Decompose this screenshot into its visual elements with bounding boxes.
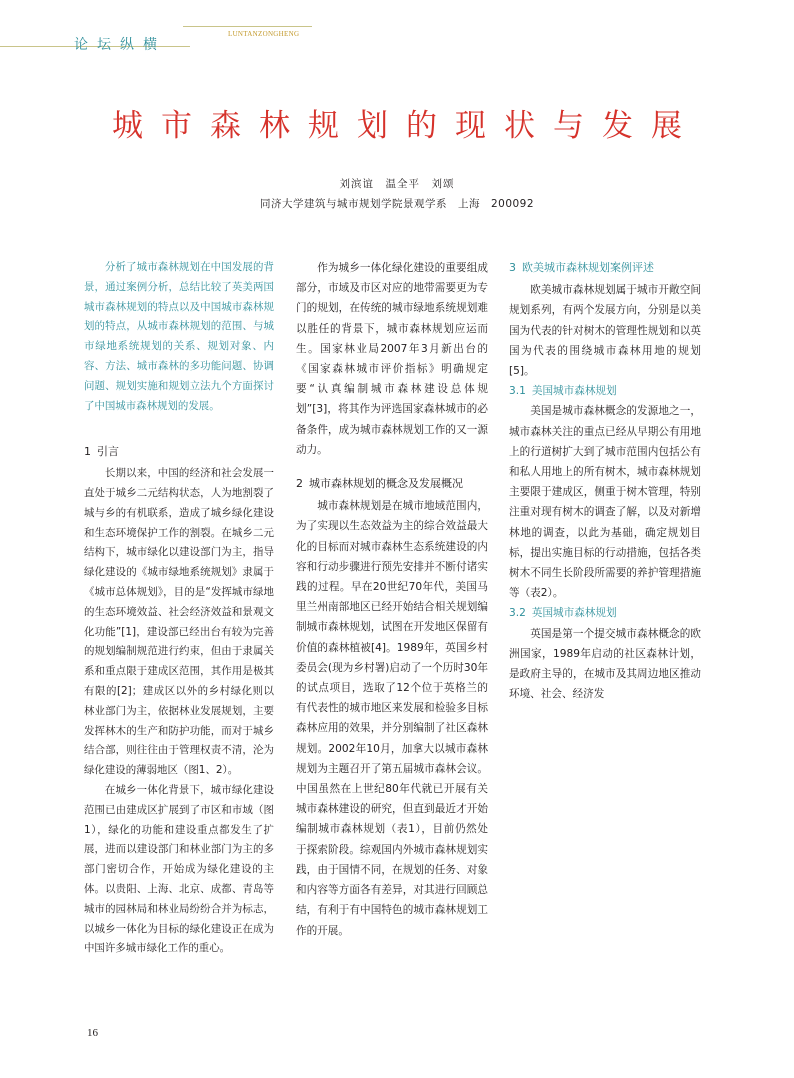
paragraph: 英国是第一个提交城市森林概念的欧洲国家，1989年启动的社区森林计划，是政府主导的，在城市及其周边地区推动环境、社会、经济发 [509,627,701,701]
paragraph: 在城乡一体化背景下，城市绿化建设范围已由建成区扩展到了市区和市域（图1），绿化的功能和建设重点都发生了扩展，进而以建设部门和林业部门为主的多部门密切合作，开始成为绿化建设的主体。以贵阳、上海、北京、成都、青岛等城市的园林局和林业局纷纷合并为标志，以城乡一体化为目标的绿化建设正在成为中国许多城市绿化工作的重心。 [84,783,274,955]
section-heading-2: 2 城市森林规划的概念及发展概况 [296,477,463,491]
text-column-2 [296,258,488,941]
page-number: 16 [87,1027,98,1039]
article-title: 城市森林规划的现状与发展 [112,108,700,144]
subsection-heading-3-1: 3.1 美国城市森林规划 [509,385,617,398]
paragraph: 美国是城市森林概念的发源地之一，城市森林关注的重点已经从早期公有用地上的行道树扩大到了城市范围内包括公有和私人用地上的所有树木，城市森林规划主要限于建成区，侧重于树木管理，特别注重对现有树木的调查了解，以及对新增林地的调查，以此为基础，确定规划目标，提出实施目标的行动措施，包括各类树木不同生长阶段所需要的养护管理措施等（表2）。 [509,405,701,600]
paragraph: 长期以来，中国的经济和社会发展一直处于城乡二元结构状态，人为地割裂了城与乡的有机联系，造成了城乡绿化建设和生态环境保护工作的割裂。在城乡二元结构下，城市绿化以建设部门为主，指导绿化建设的《城市绿地系统规划》隶属于《城市总体规划》，目的是“发挥城市绿地的生态环境效益、社会经济效益和景观文化功能”[1]，建设部已经出台有较为完善的规划编制规范进行约束，但由于隶属关系和重点限于建成区范围，其作用是极其有限的[2]；建成区以外的乡村绿化则以林业部门为主，依据林业发展规划，主要发挥林木的生产和防护功能，而对于城乡结合部，则往往由于管理权责不清，沦为绿化建设的薄弱地区（图1、2）。 [84,467,274,777]
paragraph: 欧美城市森林规划属于城市开敞空间规划系列，有两个发展方向，分别是以美国为代表的针对树木的管理性规划和以英国为代表的围绕城市森林用地的规划[5]。 [509,284,701,378]
section-heading-3: 3 欧美城市森林规划案例评述 [509,261,654,274]
text-column-3 [509,258,701,704]
section-heading-1: 1 引言 [84,445,119,459]
abstract: 分析了城市森林规划在中国发展的背景，通过案例分析，总结比较了英美两国城市森林规划的特点以及中国城市森林规划的特点，从城市森林规划的范围、与城市绿地系统规划的关系、规划对象、内容、方法、城市森林的多功能问题、协调问题、规划实施和规划立法九个方面探讨了中国城市森林规划的发展。 [84,261,274,412]
text-column-1 [84,258,274,959]
subsection-heading-3-2: 3.2 英国城市森林规划 [509,607,617,620]
journal-section-pinyin: LUNTANZONGHENG [228,30,300,38]
author-affiliation: 同济大学建筑与城市规划学院景观学系 上海 200092 [259,198,535,210]
paragraph: 作为城乡一体化绿化建设的重要组成部分，市域及市区对应的地带需要更为专门的规划，在传统的城市绿地系统规划难以胜任的背景下，城市森林规划应运而生。国家林业局2007年3月新出台的《国家森林城市评价指标》明确规定要“认真编制城市森林建设总体规划”[3]，将其作为评选国家森林城市的必备条件，成为城市森林规划工作的又一源动力。 [296,262,488,456]
paragraph: 城市森林规划是在城市地域范围内，为了实现以生态效益为主的综合效益最大化的目标而对城市森林生态系统建设的内容和行动步骤进行预先安排并不断付诸实践的过程。早在20世纪70年代，美国马里兰州南部地区已经开始结合相关规划编制城市森林规划，试图在开发地区保留有价值的森林植被[4]。1989年，英国乡村委员会(现为乡村署)启动了一个历时30年的试点项目，选取了12个位于英格兰的有代表性的城市地区来发展和检验多目标森林应用的效果，并分别编制了社区森林规划。2002年10月，加拿大以城市森林规划为主题召开了第五届城市森林会议。中国虽然在上世纪80年代就已开展有关城市森林建设的研究，但直到最近才开始编制城市森林规划（表1），目前仍然处于探索阶段。综观国内外城市森林规划实践，由于国情不同，在规划的任务、对象和内容等方面各有差异，对其进行回顾总结，有利于有中国特色的城市森林规划工作的开展。 [296,500,488,937]
article-authors: 刘滨谊 温全平 刘颂 [339,178,455,190]
header-rule-top [183,26,312,27]
journal-section-label: 论坛纵横 [74,37,166,53]
